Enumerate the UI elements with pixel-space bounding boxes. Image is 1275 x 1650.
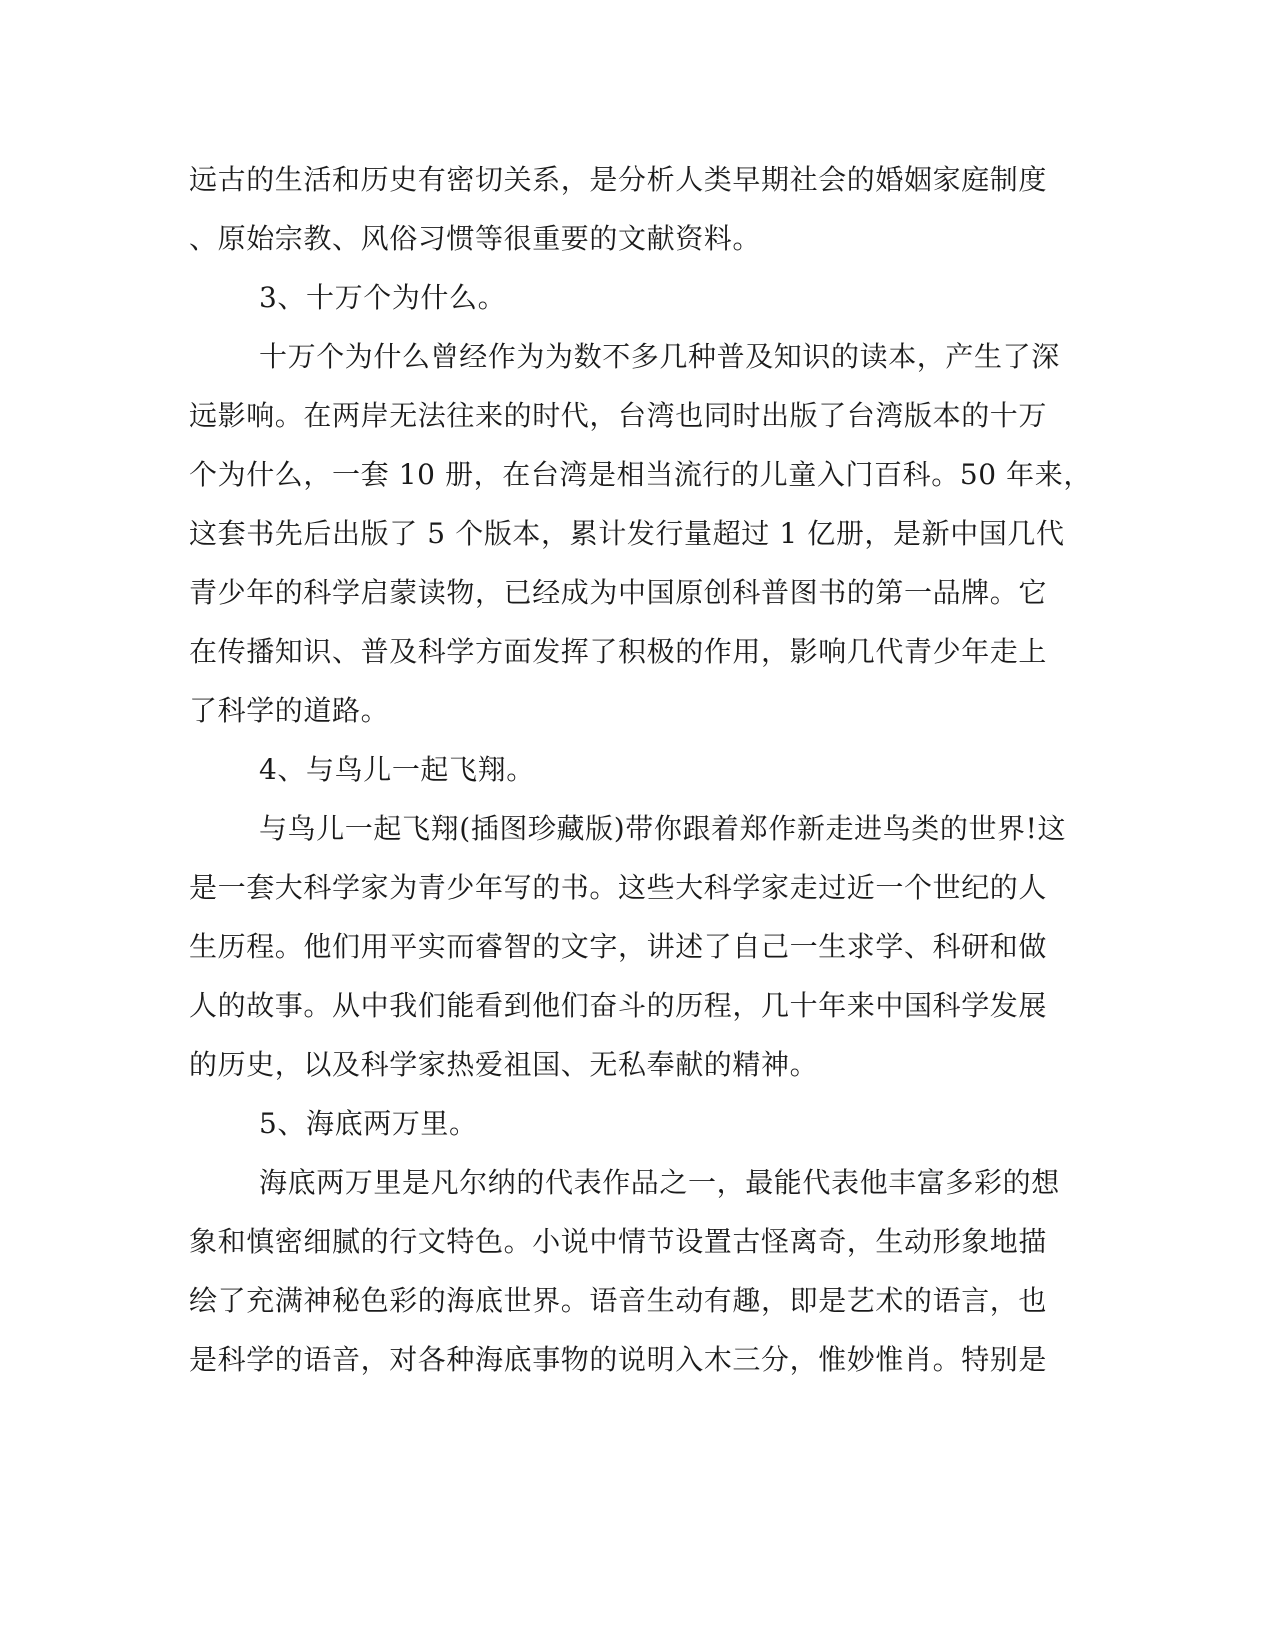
paragraph-line: 与鸟儿一起飞翔(插图珍藏版)带你跟着郑作新走进鸟类的世界!这 (259, 812, 1067, 845)
paragraph-line: 绘了充满神秘色彩的海底世界。语音生动有趣，即是艺术的语言，也 (189, 1284, 1048, 1317)
paragraph-line: 青少年的科学启蒙读物，已经成为中国原创科普图书的第一品牌。它 (189, 576, 1048, 609)
paragraph-line: 人的故事。从中我们能看到他们奋斗的历程，几十年来中国科学发展 (189, 989, 1048, 1022)
section-heading: 4、与鸟儿一起飞翔。 (259, 753, 535, 786)
paragraph-line: 是一套大科学家为青少年写的书。这些大科学家走过近一个世纪的人 (189, 871, 1048, 904)
paragraph-line: 象和慎密细腻的行文特色。小说中情节设置古怪离奇，生动形象地描 (189, 1225, 1048, 1258)
paragraph-line: 了科学的道路。 (189, 694, 390, 727)
paragraph-line: 、原始宗教、风俗习惯等很重要的文献资料。 (189, 222, 762, 255)
paragraph-line: 个为什么，一套 10 册，在台湾是相当流行的儿童入门百科。50 年来， (189, 458, 1092, 491)
paragraph-line: 在传播知识、普及科学方面发挥了积极的作用，影响几代青少年走上 (189, 635, 1048, 668)
paragraph-line: 十万个为什么曾经作为为数不多几种普及知识的读本，产生了深 (259, 340, 1060, 373)
paragraph-line: 的历史，以及科学家热爱祖国、无私奉献的精神。 (189, 1048, 819, 1081)
paragraph-line: 远古的生活和历史有密切关系，是分析人类早期社会的婚姻家庭制度 (189, 163, 1048, 196)
section-heading: 3、十万个为什么。 (259, 281, 507, 314)
paragraph-line: 是科学的语音，对各种海底事物的说明入木三分，惟妙惟肖。特别是 (189, 1343, 1048, 1376)
paragraph-line: 生历程。他们用平实而睿智的文字，讲述了自己一生求学、科研和做 (189, 930, 1048, 963)
paragraph-line: 这套书先后出版了 5 个版本，累计发行量超过 1 亿册，是新中国几代 (189, 517, 1065, 550)
section-heading: 5、海底两万里。 (259, 1107, 478, 1140)
paragraph-line: 海底两万里是凡尔纳的代表作品之一，最能代表他丰富多彩的想 (259, 1166, 1060, 1199)
paragraph-line: 远影响。在两岸无法往来的时代，台湾也同时出版了台湾版本的十万 (189, 399, 1048, 432)
